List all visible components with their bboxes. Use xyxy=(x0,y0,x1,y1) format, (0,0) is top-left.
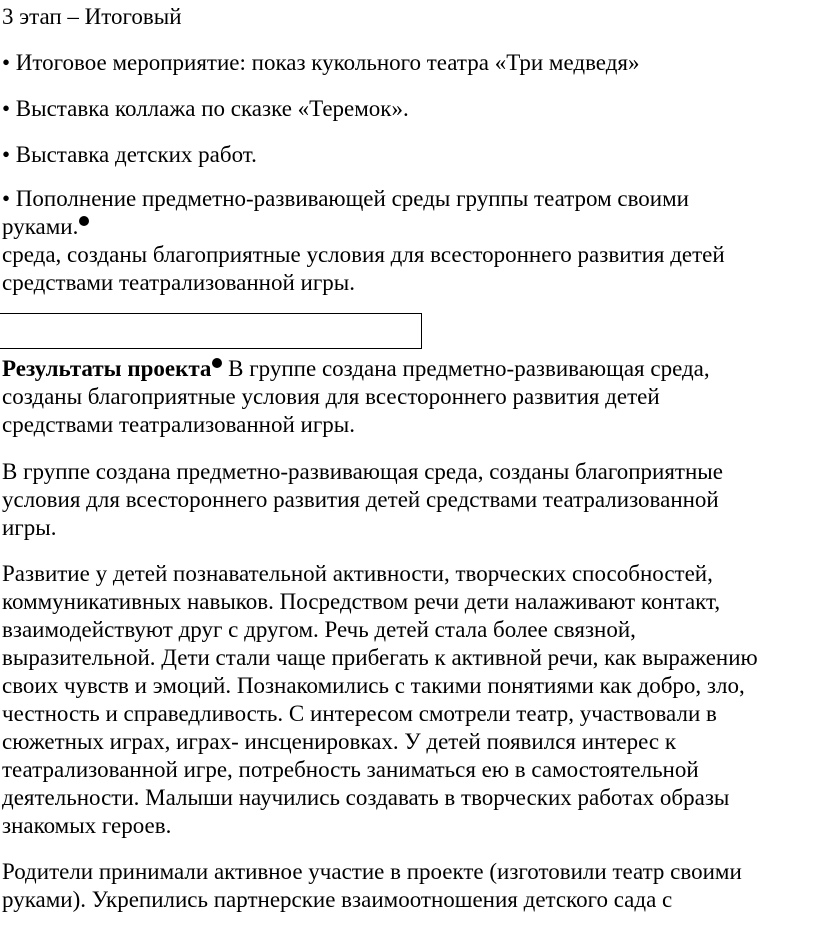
bullet-item: • Выставка детских работ. xyxy=(2,142,257,167)
environment-text: средствами театрализованной игры. xyxy=(2,270,355,295)
paragraph-line: взаимодействуют друг с другом. Речь детей стала более связной, xyxy=(2,617,636,642)
paragraph-line: руками). Укрепились партнерские взаимоотношения детского сада с xyxy=(2,887,673,912)
paragraph-line: выразительной. Дети стали чаще прибегать к активной речи, как выражению xyxy=(2,645,758,670)
paragraph-line: Родители принимали активное участие в проекте (изготовили театр своими xyxy=(2,859,742,884)
bullet-item: • Итоговое мероприятие: показ кукольного театра «Три медведя» xyxy=(2,50,640,75)
paragraph-line: Развитие у детей познавательной активности, творческих способностей, xyxy=(2,561,713,586)
paragraph-line: своих чувств и эмоций. Познакомились с такими понятиями как добро, зло, xyxy=(2,673,745,698)
results-text: В группе создана предметно-развивающая среда, xyxy=(222,356,710,381)
paragraph-line: знакомых героев. xyxy=(2,813,172,838)
bullet-item: • Пополнение предметно-развивающей среды группы театром своими xyxy=(2,186,689,211)
stage-title: 3 этап – Итоговый xyxy=(2,4,182,29)
empty-text-box xyxy=(0,313,422,349)
paragraph-line: В группе создана предметно-развивающая среда, созданы благоприятные xyxy=(2,459,723,484)
paragraph-line: честность и справедливость. С интересом смотрели театр, участвовали в xyxy=(2,701,717,726)
bullet-item-continued xyxy=(2,213,89,240)
bullet-dot-icon xyxy=(79,216,89,226)
results-text: созданы благоприятные условия для всестороннего развития детей xyxy=(2,384,660,409)
bullet-dot-icon xyxy=(212,358,222,368)
environment-text: среда, созданы благоприятные условия для всестороннего развития детей xyxy=(2,242,725,267)
results-line xyxy=(2,355,710,382)
bullet-item: • Выставка коллажа по сказке «Теремок». xyxy=(2,96,409,121)
paragraph-line: театрализованной игре, потребность заниматься ею в самостоятельной xyxy=(2,757,699,782)
results-text: средствами театрализованной игры. xyxy=(2,412,355,437)
paragraph-line: коммуникативных навыков. Посредством речи дети налаживают контакт, xyxy=(2,589,721,614)
paragraph-line: условия для всестороннего развития детей средствами театрализованной xyxy=(2,487,719,512)
paragraph-line: деятельности. Малыши научились создавать в творческих работах образы xyxy=(2,785,730,810)
results-heading: Результаты проекта xyxy=(2,356,212,381)
paragraph-line: игры. xyxy=(2,515,57,540)
bullet-item-text: руками. xyxy=(2,214,79,239)
paragraph-line: сюжетных играх, играх- инсценировках. У детей появился интерес к xyxy=(2,729,677,754)
